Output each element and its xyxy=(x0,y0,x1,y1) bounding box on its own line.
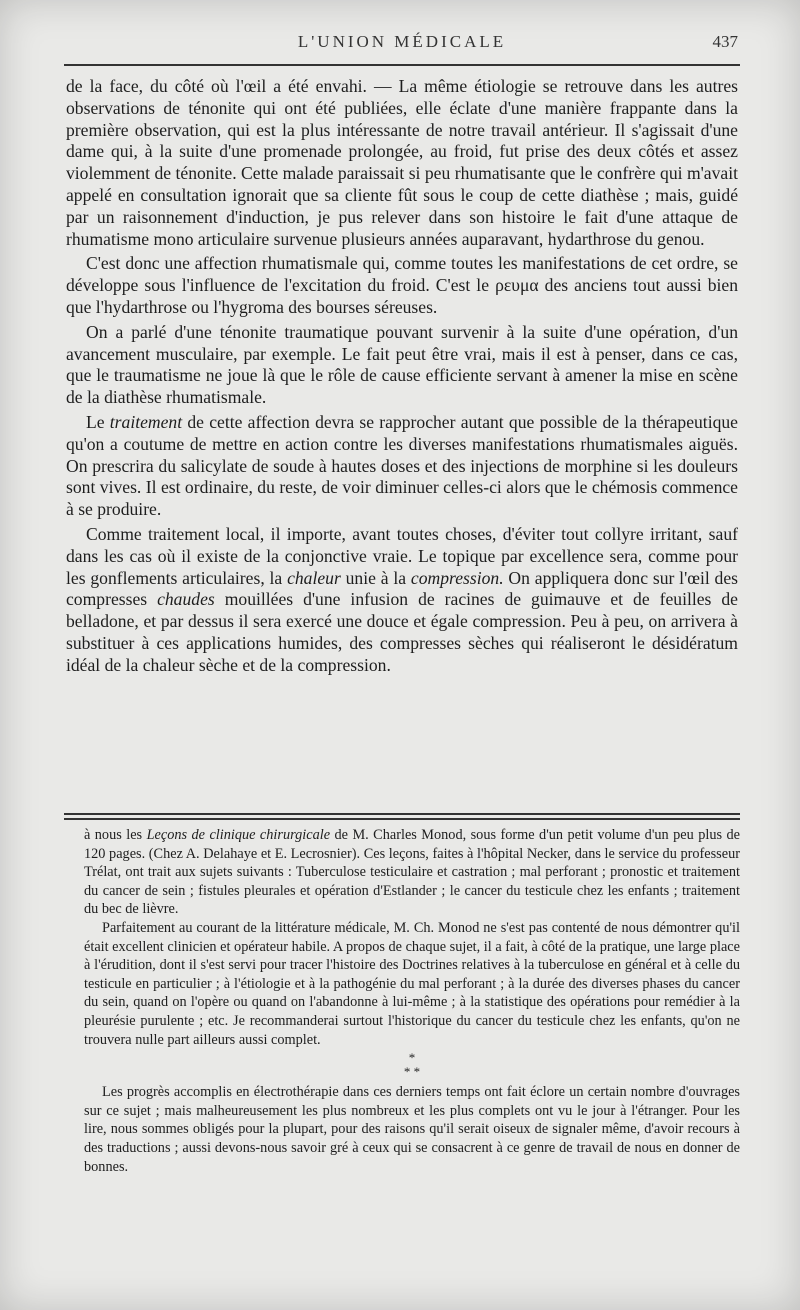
main-text xyxy=(66,76,738,677)
section-separator xyxy=(64,813,740,823)
note-electrotherapy: Les progrès accomplis en électrothérapie dans ces derniers temps ont fait éclore un certain nombre d'ouvrages sur ce sujet ; mais malheureusement les plus nombreux et les plus complets ont vu le jour à l'étranger. Pour les lire, nous sommes obligés pour la plupart, pour des raisons qu'il serait oiseux de signaler même, d'avoir recours à des traductions ; aussi devons-nous savoir gré à ceux qui se consacrent à ce genre de travail de nous en donner de bonnes. xyxy=(84,1084,740,1175)
paragraph-traumatic-tenonitis: On a parlé d'une ténonite traumatique pouvant survenir à la suite d'une opération, d'un avancement musculaire, par exemple. Le fait peut être vrai, mais il est à penser, dans ce cas, que le traumatisme ne joue là que le rôle de cause efficiente servant à amener la mise en scène de la diathèse rhumatismale. xyxy=(66,321,738,408)
asterism xyxy=(84,1051,740,1079)
asterism-bottom: * * xyxy=(403,1064,421,1080)
paragraph-treatment: Le traitement de cette affection devra se rapprocher autant que possible de la thérapeutique qu'on a coutume de mettre en action contre les diverses manifestations rhumatismales aiguës. On prescrira du salicylate de soude à hautes doses et des injections de morphine si les douleurs sont vives. Il est ordinaire, du reste, de voir diminuer celles-ci alors que le chémosis commence à se produire. xyxy=(66,411,738,520)
book-title: Leçons de clinique chirurgicale xyxy=(146,827,331,843)
review-notes xyxy=(84,826,740,1176)
paragraph-rheumatic-affection: C'est donc une affection rhumatismale qui, comme toutes les manifestations de cet ordre, se développe sous l'influence de l'excitation du froid. C'est le ρευμα des anciens tout aussi bien que l'hydarthrose ou l'hygroma des bourses séreuses. xyxy=(66,253,738,317)
header-rule xyxy=(64,64,740,66)
page-header xyxy=(66,32,738,56)
paragraph-local-treatment: Comme traitement local, il importe, avant toutes choses, d'éviter tout collyre irritant, sauf dans les cas où il existe de la conjonctive vraie. Le topique par excellence sera, comme pour les gonflements articulaires, la chaleur unie à la compression. On appliquera donc sur l'œil des compresses chaudes mouillées d'une infusion de racines de guimauve et de feuilles de belladone, et par dessus il sera exercé une douce et égale compression. Peu à peu, on arrivera à substituer à ces applications humides, des compresses sèches qui réaliseront le désidératum idéal de la chaleur sèche et de la compression. xyxy=(66,523,739,675)
emphasis-traitement: traitement xyxy=(109,411,183,432)
note-monod-lessons: à nous les Leçons de clinique chirurgicale de M. Charles Monod, sous forme d'un petit volume d'un peu plus de 120 pages. (Chez A. Delahaye et E. Lecrosnier). Ces leçons, faites à l'hôpital Necker, dans le service du professeur Trélat, ont trait aux sujets suivants : Tuberculose testiculaire et castration ; mal perforant ; pronostic et traitement du cancer de sein ; fistules pleurales et opération d'Estlander ; le cancer du testicule chez les enfants ; traitement du bec de lièvre. xyxy=(84,827,740,918)
running-title: L'UNION MÉDICALE xyxy=(297,32,507,51)
emphasis-chaleur: chaleur xyxy=(287,567,341,588)
emphasis-compression: compression. xyxy=(410,567,504,588)
page-number: 437 xyxy=(712,32,738,51)
note-monod-erudition: Parfaitement au courant de la littérature médicale, M. Ch. Monod ne s'est pas contenté de nous démontrer qu'il était excellent clinicien et opérateur habile. A propos de chaque sujet, il a fait, à côté de la pratique, une large place à l'érudition, dont il s'est servi pour tracer l'histoire des Doctrines relatives à la tuberculose en général et à celle du testicule en particulier ; à l'étiologie et à la pathogénie du mal perforant ; à la durée des diverses phases du cancer du sein, quand on l'opère ou quand on l'abandonne à lui-même ; à la statistique des opérations pour remédier à la pleurésie purulente ; etc. Je recommanderai surtout l'historique du cancer du testicule chez les enfants, qu'on ne trouvera nulle part ailleurs aussi complet. xyxy=(84,919,740,1048)
emphasis-chaudes: chaudes xyxy=(157,589,215,610)
asterism-top: * xyxy=(408,1050,416,1066)
paragraph-etiology: de la face, du côté où l'œil a été envahi. — La même étiologie se retrouve dans les autres observations de ténonite qui ont été publiées, elle éclate d'une manière frappante dans la première observation, qui est la plus intéressante de notre travail antérieur. Il s'agissait d'une dame qui, à la suite d'une promenade prolongée, au froid, fut prise des deux côtés et assez violemment de ténonite. Cette malade paraissait si peu rhumatisante que le confrère qui m'avait appelé en consultation ignorait que sa cliente fût sous le coup de cette diathèse ; mais, guidé par un raisonnement d'induction, je pus relever dans son histoire le fait d'une attaque de rhumatisme mono articulaire survenue plusieurs années auparavant, hydarthrose du genou. xyxy=(66,76,738,249)
